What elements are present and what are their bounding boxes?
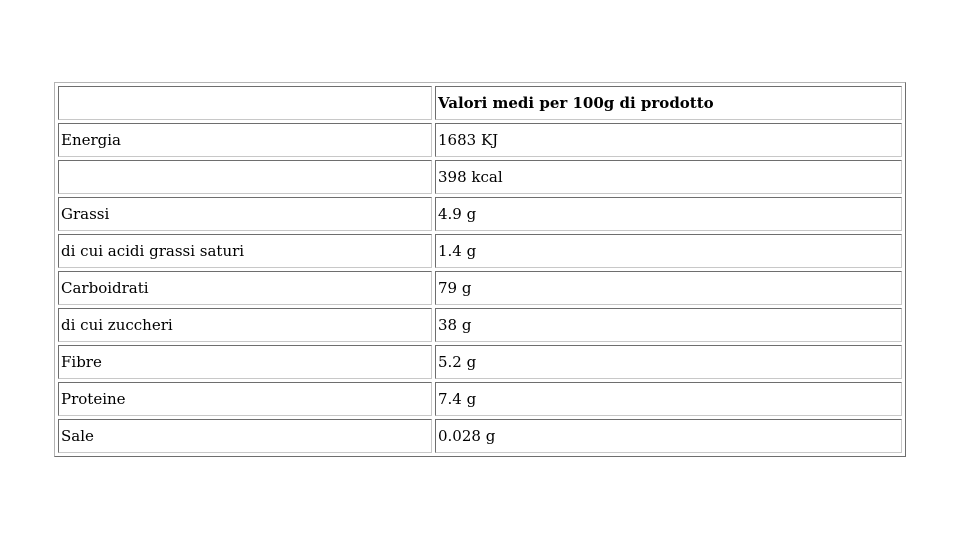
row-label-cell: Proteine bbox=[58, 382, 432, 416]
row-value-cell: 4.9 g bbox=[435, 197, 902, 231]
table-header-row bbox=[58, 86, 902, 120]
row-label-cell: Grassi bbox=[58, 197, 432, 231]
header-value-cell: Valori medi per 100g di prodotto bbox=[435, 86, 902, 120]
row-label-cell: Energia bbox=[58, 123, 432, 157]
table-row bbox=[58, 123, 902, 157]
table-row bbox=[58, 345, 902, 379]
row-value-cell: 1683 KJ bbox=[435, 123, 902, 157]
row-value-cell: 1.4 g bbox=[435, 234, 902, 268]
row-value-cell: 398 kcal bbox=[435, 160, 902, 194]
table-row bbox=[58, 382, 902, 416]
row-value-cell: 0.028 g bbox=[435, 419, 902, 453]
row-label-cell: di cui zuccheri bbox=[58, 308, 432, 342]
row-label-cell: Sale bbox=[58, 419, 432, 453]
row-value-cell: 38 g bbox=[435, 308, 902, 342]
row-label-cell: Carboidrati bbox=[58, 271, 432, 305]
table-row bbox=[58, 234, 902, 268]
table-row bbox=[58, 308, 902, 342]
table-row bbox=[58, 419, 902, 453]
row-value-cell: 79 g bbox=[435, 271, 902, 305]
row-value-cell: 5.2 g bbox=[435, 345, 902, 379]
nutrition-table bbox=[54, 82, 906, 457]
table-row bbox=[58, 160, 902, 194]
header-label-cell bbox=[58, 86, 432, 120]
row-label-cell: di cui acidi grassi saturi bbox=[58, 234, 432, 268]
row-label-cell: Fibre bbox=[58, 345, 432, 379]
table-row bbox=[58, 197, 902, 231]
row-label-cell bbox=[58, 160, 432, 194]
table-row bbox=[58, 271, 902, 305]
row-value-cell: 7.4 g bbox=[435, 382, 902, 416]
